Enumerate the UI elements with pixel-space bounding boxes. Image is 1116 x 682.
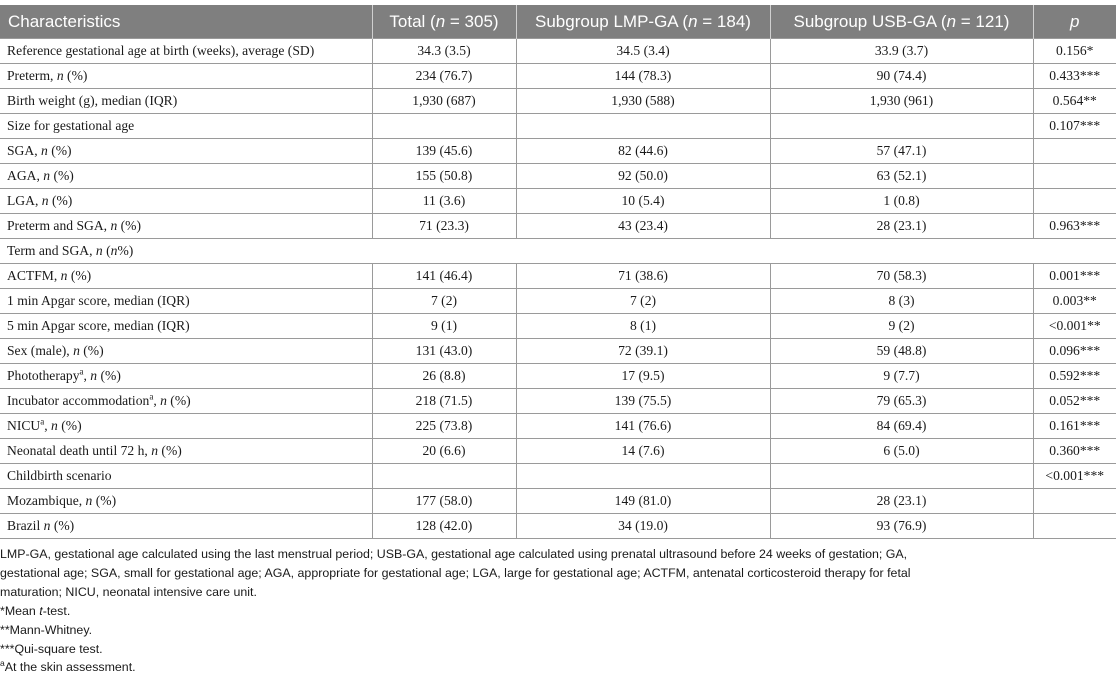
- table-row: [0, 289, 1116, 314]
- cell-subgroup-usb-ga: [770, 114, 1033, 139]
- cell-subgroup-usb-ga: 33.9 (3.7): [770, 39, 1033, 64]
- table-row: [0, 339, 1116, 364]
- cell-subgroup-lmp-ga: [516, 114, 770, 139]
- row-label: Neonatal death until 72 h, n (%): [0, 439, 372, 464]
- table-row: [0, 364, 1116, 389]
- cell-p-value: [1033, 164, 1116, 189]
- cell-p-value: [1033, 489, 1116, 514]
- footnote-qui-square: ***Qui-square test.: [0, 641, 103, 656]
- table-row: [0, 64, 1116, 89]
- cell-p-value: 0.107***: [1033, 114, 1116, 139]
- footnote-mann-whitney: **Mann-Whitney.: [0, 622, 93, 637]
- row-label: Childbirth scenario: [0, 464, 372, 489]
- row-label: Mozambique, n (%): [0, 489, 372, 514]
- row-label: NICU$^a$, n (%): [0, 414, 372, 439]
- row-label: Brazil n (%): [0, 514, 372, 539]
- table-row: [0, 489, 1116, 514]
- row-label: Preterm and SGA, n (%): [0, 214, 372, 239]
- cell-subgroup-lmp-ga: [516, 464, 770, 489]
- cell-p-value: 0.161***: [1033, 414, 1116, 439]
- cell-p-value: 0.433***: [1033, 64, 1116, 89]
- table-row: [0, 114, 1116, 139]
- table-row: [0, 314, 1116, 339]
- row-label: Birth weight (g), median (IQR): [0, 89, 372, 114]
- cell-subgroup-usb-ga: 70 (58.3): [770, 264, 1033, 289]
- table-row: [0, 414, 1116, 439]
- cell-p-value: [1033, 514, 1116, 539]
- table-body: [0, 39, 1116, 539]
- footnote-mean-t-test: *Mean t-test.: [0, 603, 71, 618]
- table-row: [0, 264, 1116, 289]
- cell-total: 234 (76.7): [372, 64, 516, 89]
- table-footnotes: [0, 545, 1116, 677]
- cell-total: 26 (8.8): [372, 364, 516, 389]
- table-row: [0, 214, 1116, 239]
- cell-subgroup-usb-ga: 90 (74.4): [770, 64, 1033, 89]
- footnote-abbreviations-line-3: maturation; NICU, neonatal intensive care unit.: [0, 584, 257, 599]
- cell-p-value: <0.001**: [1033, 314, 1116, 339]
- cell-total: 71 (23.3): [372, 214, 516, 239]
- cell-total: 1,930 (687): [372, 89, 516, 114]
- cell-subgroup-lmp-ga: 82 (44.6): [516, 139, 770, 164]
- cell-subgroup-lmp-ga: 43 (23.4): [516, 214, 770, 239]
- cell-total: 139 (45.6): [372, 139, 516, 164]
- row-label: Preterm, n (%): [0, 64, 372, 89]
- row-label: Reference gestational age at birth (weeks), average (SD): [0, 39, 372, 64]
- cell-p-value: 0.156*: [1033, 39, 1116, 64]
- cell-p-value: [1033, 139, 1116, 164]
- table-row: [0, 514, 1116, 539]
- cell-subgroup-lmp-ga: 141 (76.6): [516, 414, 770, 439]
- cell-subgroup-lmp-ga: 139 (75.5): [516, 389, 770, 414]
- footnote-abbreviations-line-2: gestational age; SGA, small for gestational age; AGA, appropriate for gestational age; LGA, large for gestational age; ACTFM, antenatal corticosteroid therapy for fetal: [0, 565, 911, 580]
- cell-subgroup-lmp-ga: 17 (9.5): [516, 364, 770, 389]
- cell-p-value: 0.592***: [1033, 364, 1116, 389]
- cell-subgroup-usb-ga: 28 (23.1): [770, 214, 1033, 239]
- cell-subgroup-lmp-ga: 10 (5.4): [516, 189, 770, 214]
- cell-subgroup-lmp-ga: 71 (38.6): [516, 264, 770, 289]
- cell-subgroup-usb-ga: 1,930 (961): [770, 89, 1033, 114]
- cell-subgroup-lmp-ga: 149 (81.0): [516, 489, 770, 514]
- cell-subgroup-usb-ga: 9 (2): [770, 314, 1033, 339]
- header-p-value: p: [1033, 5, 1116, 39]
- cell-total: 155 (50.8): [372, 164, 516, 189]
- table-row: [0, 139, 1116, 164]
- cell-subgroup-usb-ga: 84 (69.4): [770, 414, 1033, 439]
- cell-subgroup-lmp-ga: 8 (1): [516, 314, 770, 339]
- table-row: [0, 389, 1116, 414]
- cell-p-value: 0.564**: [1033, 89, 1116, 114]
- table-row: [0, 439, 1116, 464]
- cell-total: 9 (1): [372, 314, 516, 339]
- cell-p-value: 0.096***: [1033, 339, 1116, 364]
- header-total: Total (n = 305): [372, 5, 516, 39]
- table-row: [0, 39, 1116, 64]
- cell-subgroup-usb-ga: 9 (7.7): [770, 364, 1033, 389]
- cell-subgroup-usb-ga: 57 (47.1): [770, 139, 1033, 164]
- row-label: AGA, n (%): [0, 164, 372, 189]
- table-row: [0, 189, 1116, 214]
- row-label: Term and SGA, n (n%): [0, 239, 1116, 264]
- cell-subgroup-lmp-ga: 34 (19.0): [516, 514, 770, 539]
- row-label: Size for gestational age: [0, 114, 372, 139]
- cell-p-value: 0.963***: [1033, 214, 1116, 239]
- footnote-abbreviations-line-1: LMP-GA, gestational age calculated using the last menstrual period; USB-GA, gestational age calculated using prenatal ultrasound before 24 weeks of gestation; GA,: [0, 547, 908, 561]
- cell-subgroup-lmp-ga: 72 (39.1): [516, 339, 770, 364]
- cell-p-value: 0.360***: [1033, 439, 1116, 464]
- cell-total: 7 (2): [372, 289, 516, 314]
- row-label: Phototherapy$^a$, n (%): [0, 364, 372, 389]
- cell-subgroup-lmp-ga: 144 (78.3): [516, 64, 770, 89]
- cell-subgroup-usb-ga: 1 (0.8): [770, 189, 1033, 214]
- table-row: [0, 464, 1116, 489]
- cell-p-value: 0.003**: [1033, 289, 1116, 314]
- table-row: [0, 239, 1116, 264]
- characteristics-table: [0, 5, 1116, 539]
- cell-subgroup-lmp-ga: 34.5 (3.4): [516, 39, 770, 64]
- cell-total: 20 (6.6): [372, 439, 516, 464]
- cell-subgroup-lmp-ga: 92 (50.0): [516, 164, 770, 189]
- row-label: SGA, n (%): [0, 139, 372, 164]
- cell-subgroup-usb-ga: 63 (52.1): [770, 164, 1033, 189]
- cell-total: 131 (43.0): [372, 339, 516, 364]
- table-row: [0, 164, 1116, 189]
- header-subgroup-usb-ga: Subgroup USB-GA (n = 121): [770, 5, 1033, 39]
- cell-p-value: <0.001***: [1033, 464, 1116, 489]
- footnote-skin-assessment: $^a$At the skin assessment.: [0, 658, 136, 675]
- cell-subgroup-usb-ga: [770, 464, 1033, 489]
- header-characteristics: Characteristics: [0, 5, 372, 39]
- cell-total: [372, 464, 516, 489]
- cell-subgroup-usb-ga: 8 (3): [770, 289, 1033, 314]
- row-label: Incubator accommodation$^a$, n (%): [0, 389, 372, 414]
- cell-total: 128 (42.0): [372, 514, 516, 539]
- table-header-row: [0, 5, 1116, 39]
- row-label: ACTFM, n (%): [0, 264, 372, 289]
- cell-subgroup-usb-ga: 79 (65.3): [770, 389, 1033, 414]
- cell-p-value: 0.001***: [1033, 264, 1116, 289]
- cell-subgroup-usb-ga: 28 (23.1): [770, 489, 1033, 514]
- cell-p-value: 0.052***: [1033, 389, 1116, 414]
- cell-subgroup-usb-ga: 6 (5.0): [770, 439, 1033, 464]
- cell-total: 34.3 (3.5): [372, 39, 516, 64]
- row-label: 1 min Apgar score, median (IQR): [0, 289, 372, 314]
- cell-subgroup-usb-ga: 59 (48.8): [770, 339, 1033, 364]
- table-row: [0, 89, 1116, 114]
- cell-subgroup-usb-ga: 93 (76.9): [770, 514, 1033, 539]
- cell-total: 225 (73.8): [372, 414, 516, 439]
- cell-subgroup-lmp-ga: 14 (7.6): [516, 439, 770, 464]
- cell-total: 218 (71.5): [372, 389, 516, 414]
- row-label: LGA, n (%): [0, 189, 372, 214]
- header-subgroup-lmp-ga: Subgroup LMP-GA (n = 184): [516, 5, 770, 39]
- cell-p-value: [1033, 189, 1116, 214]
- row-label: 5 min Apgar score, median (IQR): [0, 314, 372, 339]
- cell-total: 11 (3.6): [372, 189, 516, 214]
- cell-total: [372, 114, 516, 139]
- cell-total: 141 (46.4): [372, 264, 516, 289]
- cell-subgroup-lmp-ga: 1,930 (588): [516, 89, 770, 114]
- cell-subgroup-lmp-ga: 7 (2): [516, 289, 770, 314]
- cell-total: 177 (58.0): [372, 489, 516, 514]
- row-label: Sex (male), n (%): [0, 339, 372, 364]
